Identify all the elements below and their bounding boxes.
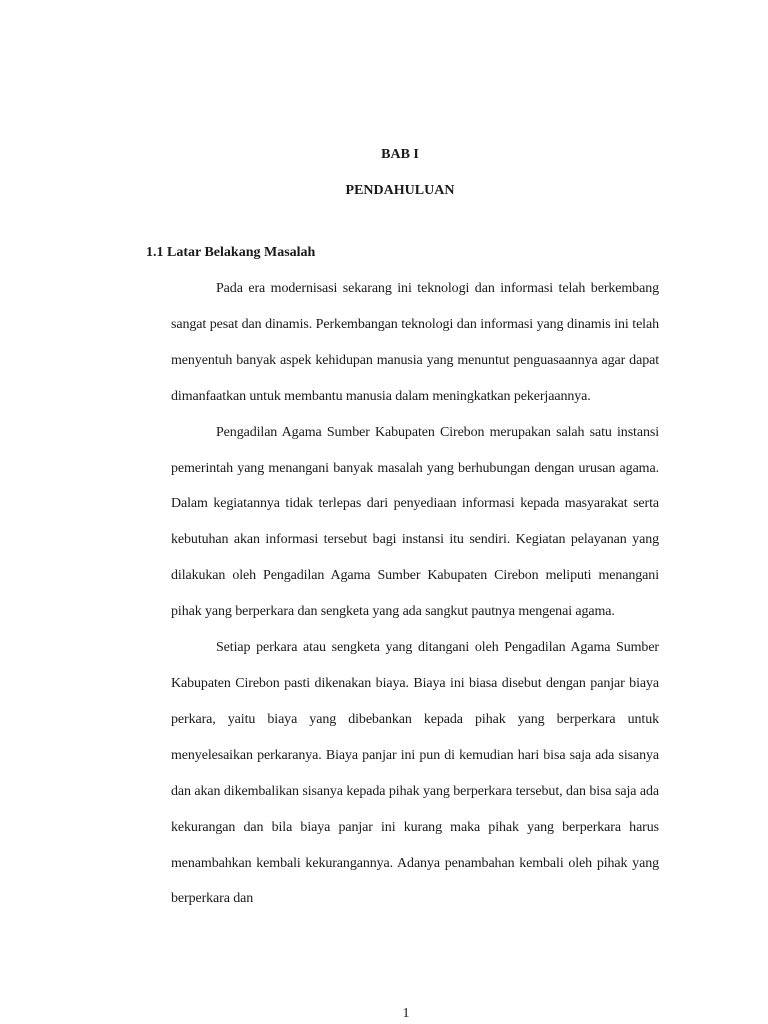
paragraph-2: Pengadilan Agama Sumber Kabupaten Cirebon merupakan salah satu instansi pemerintah yang menangani banyak masalah yang berhubungan dengan urusan agama. Dalam kegiatannya tidak terlepas dari penyediaan informasi kepada masyarakat serta kebutuhan akan informasi tersebut bagi instansi itu sendiri. Kegiatan pelayanan yang dilakukan oleh Pengadilan Agama Sumber Kabupaten Cirebon meliputi menangani pihak yang berperkara dan sengketa yang ada sangkut pautnya mengenai agama. (171, 424, 659, 620)
paragraph-1: Pada era modernisasi sekarang ini teknologi dan informasi telah berkembang sangat pesat dan dinamis. Perkembangan teknologi dan informasi yang dinamis ini telah menyentuh banyak aspek kehidupan manusia yang menuntut penguasaannya agar dapat dimanfaatkan untuk membantu manusia dalam meningkatkan pekerjaannya. (171, 281, 659, 404)
page-number: 1 (402, 1006, 410, 1021)
chapter-title: PENDAHULUAN (345, 183, 455, 198)
body-text (171, 271, 659, 917)
paragraph-3: Setiap perkara atau sengketa yang ditangani oleh Pengadilan Agama Sumber Kabupaten Cirebon pasti dikenakan biaya. Biaya ini biasa disebut dengan panjar biaya perkara, yaitu biaya yang dibebankan kepada pihak yang berperkara untuk menyelesaikan perkaranya. Biaya panjar ini pun di kemudian hari bisa saja ada sisanya dan akan dikembalikan sisanya kepada pihak yang berperkara tersebut, dan bisa saja ada kekurangan dan bila biaya panjar ini kurang maka pihak yang berperkara harus menambahkan kembali kekurangannya. Adanya penambahan kembali oleh pihak yang berperkara dan (171, 640, 659, 907)
section-heading: 1.1 Latar Belakang Masalah (146, 245, 316, 260)
chapter-number: BAB I (381, 147, 419, 162)
